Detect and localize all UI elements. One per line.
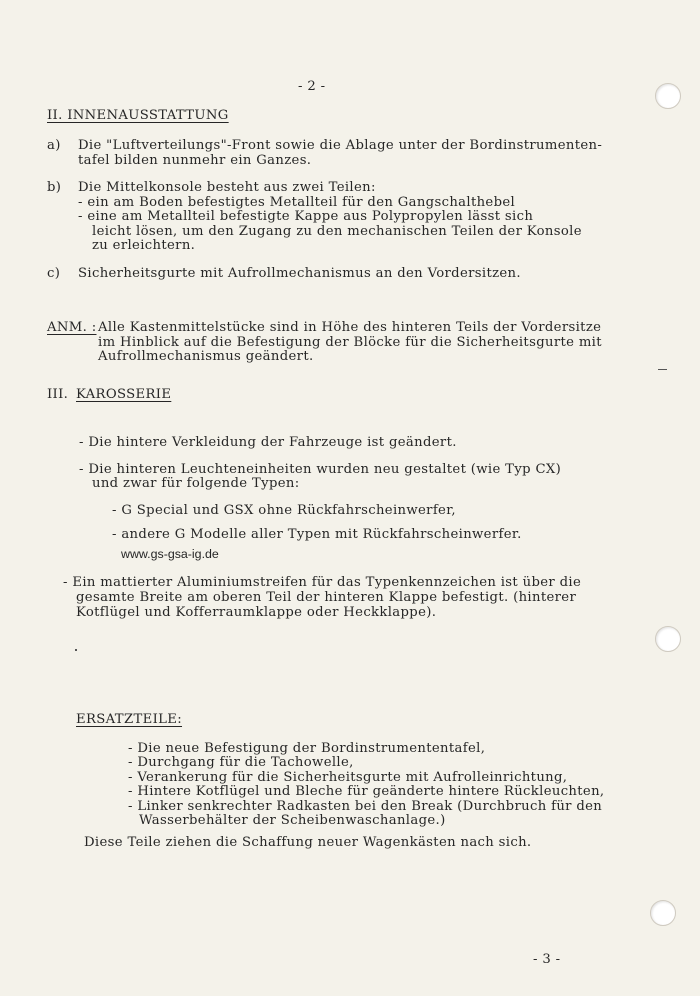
item-label-b: b) — [47, 180, 62, 195]
note-line: Aufrollmechanismus geändert. — [98, 349, 314, 364]
spares-item: - Die neue Befestigung der Bordinstrumententafel, — [128, 741, 486, 756]
spares-conclusion: Diese Teile ziehen die Schaffung neuer Wagenkästen nach sich. — [84, 835, 532, 850]
karosserie-paragraph: - Die hintere Verkleidung der Fahrzeuge ist geändert. — [79, 435, 457, 450]
note-line: im Hinblick auf die Befestigung der Blöcke für die Sicherheitsgurte mit — [98, 335, 602, 350]
margin-mark — [658, 369, 667, 370]
item-b-line: Die Mittelkonsole besteht aus zwei Teilen: — [78, 180, 376, 195]
spares-item: - Hintere Kotflügel und Bleche für geänderte hintere Rückleuchten, — [128, 784, 605, 799]
spares-item: - Durchgang für die Tachowelle, — [128, 755, 354, 770]
model-list-item: - andere G Modelle aller Typen mit Rückfahrscheinwerfer. — [112, 527, 522, 542]
spares-heading: ERSATZTEILE: — [76, 712, 183, 727]
section-heading-innenausstattung: II. INNENAUSSTATTUNG — [47, 108, 229, 123]
punch-hole-top — [655, 83, 681, 109]
item-label-a: a) — [47, 138, 61, 153]
margin-dot — [75, 649, 77, 651]
note-label: ANM. : — [47, 320, 97, 335]
model-list-item: - G Special und GSX ohne Rückfahrscheinwerfer, — [112, 503, 456, 518]
section-heading-karosserie: KAROSSERIE — [76, 387, 172, 402]
item-a-line: Die "Luftverteilungs"-Front sowie die Ablage unter der Bordinstrumenten- — [78, 138, 603, 153]
karosserie-paragraph: und zwar für folgende Typen: — [92, 476, 300, 491]
item-a-line: tafel bilden nunmehr ein Ganzes. — [78, 153, 312, 168]
watermark-url: www.gs-gsa-ig.de — [121, 547, 219, 561]
item-label-c: c) — [47, 266, 61, 281]
item-b-line: zu erleichtern. — [92, 238, 196, 253]
punch-hole-bottom — [650, 900, 676, 926]
karosserie-paragraph: gesamte Breite am oberen Teil der hinteren Klappe befestigt. (hinterer — [76, 590, 577, 605]
note-line: Alle Kastenmittelstücke sind in Höhe des hinteren Teils der Vordersitze — [98, 320, 602, 335]
item-b-line: - eine am Metallteil befestigte Kappe aus Polypropylen lässt sich — [78, 209, 534, 224]
page-number-top: - 2 - — [298, 79, 326, 94]
karosserie-paragraph: - Ein mattierter Aluminiumstreifen für das Typenkennzeichen ist über die — [63, 575, 582, 590]
item-b-line: - ein am Boden befestigtes Metallteil für den Gangschalthebel — [78, 195, 516, 210]
karosserie-paragraph: - Die hinteren Leuchteneinheiten wurden neu gestaltet (wie Typ CX) — [79, 462, 562, 477]
page-number-bottom: - 3 - — [533, 952, 561, 967]
spares-item: - Linker senkrechter Radkasten bei den Break (Durchbruch für den — [128, 799, 603, 814]
spares-item: Wasserbehälter der Scheibenwaschanlage.) — [139, 813, 446, 828]
item-b-line: leicht lösen, um den Zugang zu den mechanischen Teilen der Konsole — [92, 224, 582, 239]
item-c-line: Sicherheitsgurte mit Aufrollmechanismus an den Vordersitzen. — [78, 266, 521, 281]
punch-hole-middle — [655, 626, 681, 652]
spares-item: - Verankerung für die Sicherheitsgurte mit Aufrolleinrichtung, — [128, 770, 568, 785]
karosserie-paragraph: Kotflügel und Kofferraumklappe oder Heckklappe). — [76, 605, 437, 620]
section-number-iii: III. — [47, 387, 69, 402]
